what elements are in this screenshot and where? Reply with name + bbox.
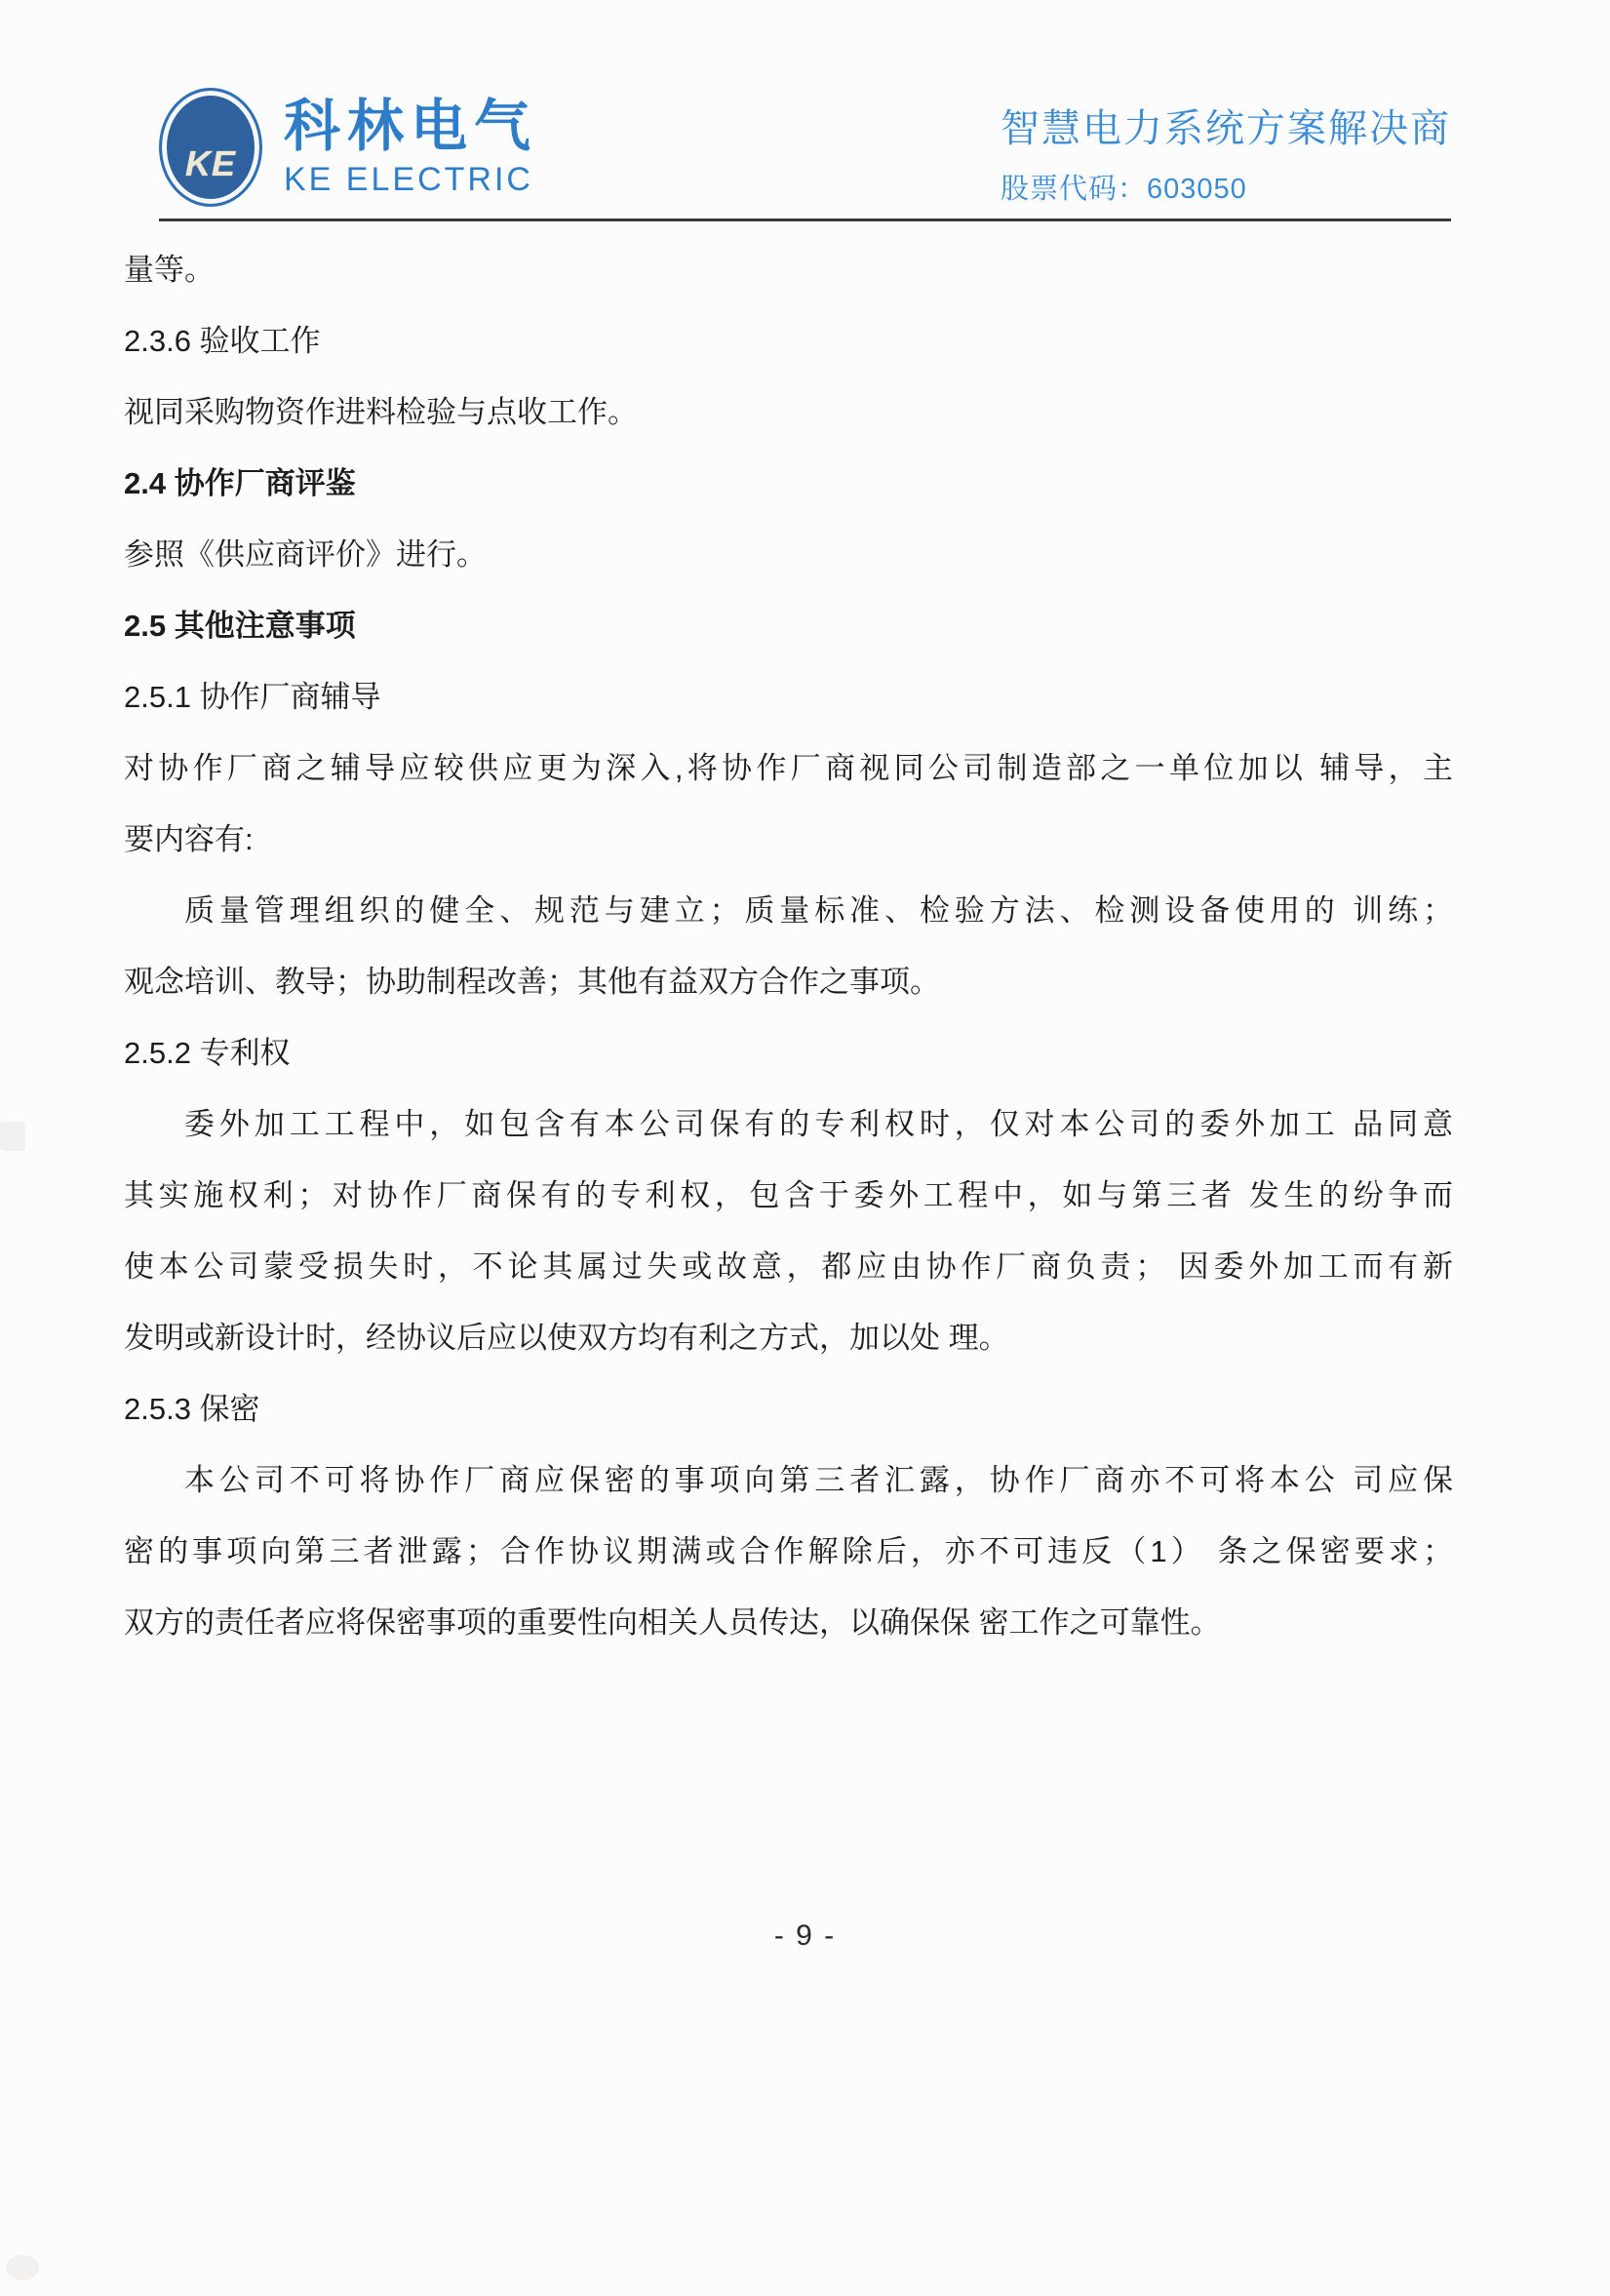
body-line: 委外加工工程中，如包含有本公司保有的专利权时，仅对本公司的委外加工 品同意: [184, 1107, 1453, 1141]
body-line: 观念培训、教导；协助制程改善；其他有益双方合作之事项。: [124, 965, 940, 999]
body-line: 本公司不可将协作厂商应保密的事项向第三者汇露，协作厂商亦不可将本公 司应保: [184, 1463, 1453, 1497]
section-heading: 2.5.2 专利权: [124, 1036, 291, 1070]
body-line: 对协作厂商之辅导应较供应更为深入,将协作厂商视同公司制造部之一单位加以 辅导，主: [124, 751, 1453, 785]
ke-logo-icon: [159, 88, 262, 207]
logo-monogram: KE: [184, 143, 236, 183]
body-line: 密的事项向第三者泄露；合作协议期满或合作解除后，亦不可违反（1） 条之保密要求；: [124, 1534, 1453, 1568]
company-brand: [159, 88, 537, 207]
section-heading: 2.5.1 协作厂商辅导: [124, 680, 381, 714]
body-line: 使本公司蒙受损失时，不论其属过失或故意，都应由协作厂商负责； 因委外加工而有新: [124, 1249, 1453, 1284]
body-line: 视同采购物资作进料检验与点收工作。: [124, 395, 638, 429]
body-line: 其实施权利；对协作厂商保有的专利权，包含于委外工程中，如与第三者 发生的纷争而: [124, 1178, 1453, 1212]
company-name-en: KE ELECTRIC: [284, 161, 533, 198]
page-header: [159, 88, 1451, 221]
section-heading: 2.3.6 验收工作: [124, 324, 321, 358]
body-line: 量等。: [124, 253, 215, 287]
brand-text: [284, 95, 538, 198]
body-line: 参照《供应商评价》进行。: [124, 537, 487, 572]
header-right: [1001, 98, 1451, 207]
body-line: 双方的责任者应将保密事项的重要性向相关人员传达，以确保保 密工作之可靠性。: [124, 1605, 1221, 1640]
body-line: 要内容有:: [124, 822, 254, 856]
section-heading: 2.4 协作厂商评鉴: [124, 466, 356, 500]
section-heading: 2.5.3 保密: [124, 1392, 260, 1426]
stock-code: 股票代码：603050: [1001, 174, 1247, 205]
company-name-zh: 科林电气: [284, 95, 538, 158]
body-line: 质量管理组织的健全、规范与建立；质量标准、检验方法、检测设备使用的 训练；: [184, 893, 1453, 928]
section-heading: 2.5 其他注意事项: [124, 609, 356, 643]
scan-artifact: [0, 1122, 25, 1151]
company-tagline: 智慧电力系统方案解决商: [1001, 107, 1451, 150]
page-number: - 9 -: [773, 1920, 837, 1952]
document-body: [124, 234, 1453, 1658]
scan-artifact: [6, 2255, 39, 2280]
body-line: 发明或新设计时，经协议后应以使双方均有利之方式，加以处 理。: [124, 1321, 1009, 1355]
